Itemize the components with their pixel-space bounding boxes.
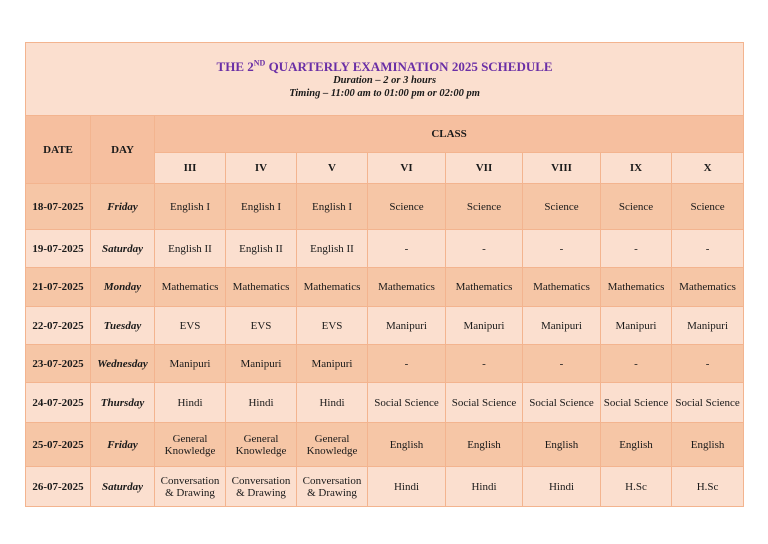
subject-cell: - (523, 345, 601, 383)
class-column-header: V (297, 153, 368, 184)
subject-cell: English (446, 423, 523, 467)
date-cell: 19-07-2025 (26, 230, 91, 268)
schedule-row (26, 467, 744, 507)
subject-cell: - (446, 230, 523, 268)
date-cell: 18-07-2025 (26, 184, 91, 230)
subject-cell: Hindi (446, 467, 523, 507)
subject-cell: Manipuri (601, 307, 672, 345)
subject-cell: Manipuri (523, 307, 601, 345)
subject-cell: English (601, 423, 672, 467)
subject-cell: Social Science (368, 383, 446, 423)
schedule-title (28, 59, 741, 74)
subject-cell: Social Science (446, 383, 523, 423)
subject-cell: Science (672, 184, 744, 230)
day-cell: Tuesday (91, 307, 155, 345)
subject-cell: - (446, 345, 523, 383)
subject-cell: Mathematics (446, 268, 523, 307)
subject-cell: - (672, 230, 744, 268)
date-cell: 26-07-2025 (26, 467, 91, 507)
subject-cell: - (368, 345, 446, 383)
day-cell: Wednesday (91, 345, 155, 383)
subject-cell: Mathematics (601, 268, 672, 307)
subject-cell: Manipuri (297, 345, 368, 383)
class-column-header: X (672, 153, 744, 184)
schedule-row (26, 268, 744, 307)
title-prefix: THE 2 (216, 58, 254, 74)
subject-cell: Manipuri (446, 307, 523, 345)
subject-cell: Social Science (601, 383, 672, 423)
title-superscript: ND (253, 58, 266, 68)
subject-cell: Science (601, 184, 672, 230)
day-header: DAY (91, 116, 155, 184)
duration-line: Duration – 2 or 3 hours (333, 74, 437, 86)
subject-cell: Manipuri (226, 345, 297, 383)
subject-cell: - (672, 345, 744, 383)
subject-cell: English I (155, 184, 226, 230)
subject-cell: Science (446, 184, 523, 230)
date-cell: 21-07-2025 (26, 268, 91, 307)
class-column-header: VII (446, 153, 523, 184)
schedule-table (25, 42, 744, 507)
class-column-header: VI (368, 153, 446, 184)
title-suffix: QUARTERLY EXAMINATION 2025 SCHEDULE (265, 58, 553, 74)
subject-cell: General Knowledge (226, 423, 297, 467)
subject-cell: English II (155, 230, 226, 268)
day-cell: Friday (91, 423, 155, 467)
class-column-header: IV (226, 153, 297, 184)
subject-cell: Conversation & Drawing (226, 467, 297, 507)
subject-cell: - (368, 230, 446, 268)
schedule-row (26, 184, 744, 230)
subject-cell: Science (368, 184, 446, 230)
subject-cell: Hindi (523, 467, 601, 507)
date-cell: 24-07-2025 (26, 383, 91, 423)
subject-cell: Hindi (297, 383, 368, 423)
schedule-row (26, 230, 744, 268)
subject-cell: - (523, 230, 601, 268)
date-header: DATE (26, 116, 91, 184)
subject-cell: Mathematics (155, 268, 226, 307)
subject-cell: Mathematics (523, 268, 601, 307)
subject-cell: Mathematics (226, 268, 297, 307)
subject-cell: General Knowledge (297, 423, 368, 467)
subject-cell: Mathematics (672, 268, 744, 307)
subject-cell: Manipuri (368, 307, 446, 345)
day-cell: Saturday (91, 230, 155, 268)
subject-cell: Social Science (672, 383, 744, 423)
subject-cell: English I (226, 184, 297, 230)
subject-cell: Manipuri (155, 345, 226, 383)
subject-cell: Manipuri (672, 307, 744, 345)
subject-cell: EVS (155, 307, 226, 345)
timing-line: Timing – 11:00 am to 01:00 pm or 02:00 pm (289, 87, 480, 99)
day-cell: Thursday (91, 383, 155, 423)
subject-cell: Mathematics (297, 268, 368, 307)
subject-cell: Science (523, 184, 601, 230)
class-column-header: VIII (523, 153, 601, 184)
schedule-row (26, 345, 744, 383)
class-header: CLASS (155, 116, 744, 153)
subject-cell: English I (297, 184, 368, 230)
subject-cell: English (672, 423, 744, 467)
subject-cell: Hindi (368, 467, 446, 507)
subject-cell: H.Sc (672, 467, 744, 507)
date-cell: 25-07-2025 (26, 423, 91, 467)
date-cell: 23-07-2025 (26, 345, 91, 383)
subject-cell: - (601, 230, 672, 268)
exam-schedule-sheet (25, 42, 743, 507)
subject-cell: Social Science (523, 383, 601, 423)
title-block (26, 43, 744, 116)
subject-cell: EVS (297, 307, 368, 345)
subject-cell: Hindi (155, 383, 226, 423)
day-cell: Monday (91, 268, 155, 307)
subject-cell: English II (226, 230, 297, 268)
subject-cell: Conversation & Drawing (155, 467, 226, 507)
class-column-header: III (155, 153, 226, 184)
subject-cell: English II (297, 230, 368, 268)
subject-cell: Hindi (226, 383, 297, 423)
subject-cell: EVS (226, 307, 297, 345)
subject-cell: General Knowledge (155, 423, 226, 467)
subject-cell: Conversation & Drawing (297, 467, 368, 507)
subject-cell: H.Sc (601, 467, 672, 507)
schedule-row (26, 383, 744, 423)
day-cell: Friday (91, 184, 155, 230)
day-cell: Saturday (91, 467, 155, 507)
subject-cell: English (368, 423, 446, 467)
date-cell: 22-07-2025 (26, 307, 91, 345)
class-column-header: IX (601, 153, 672, 184)
schedule-row (26, 423, 744, 467)
subject-cell: English (523, 423, 601, 467)
schedule-row (26, 307, 744, 345)
subject-cell: Mathematics (368, 268, 446, 307)
subject-cell: - (601, 345, 672, 383)
